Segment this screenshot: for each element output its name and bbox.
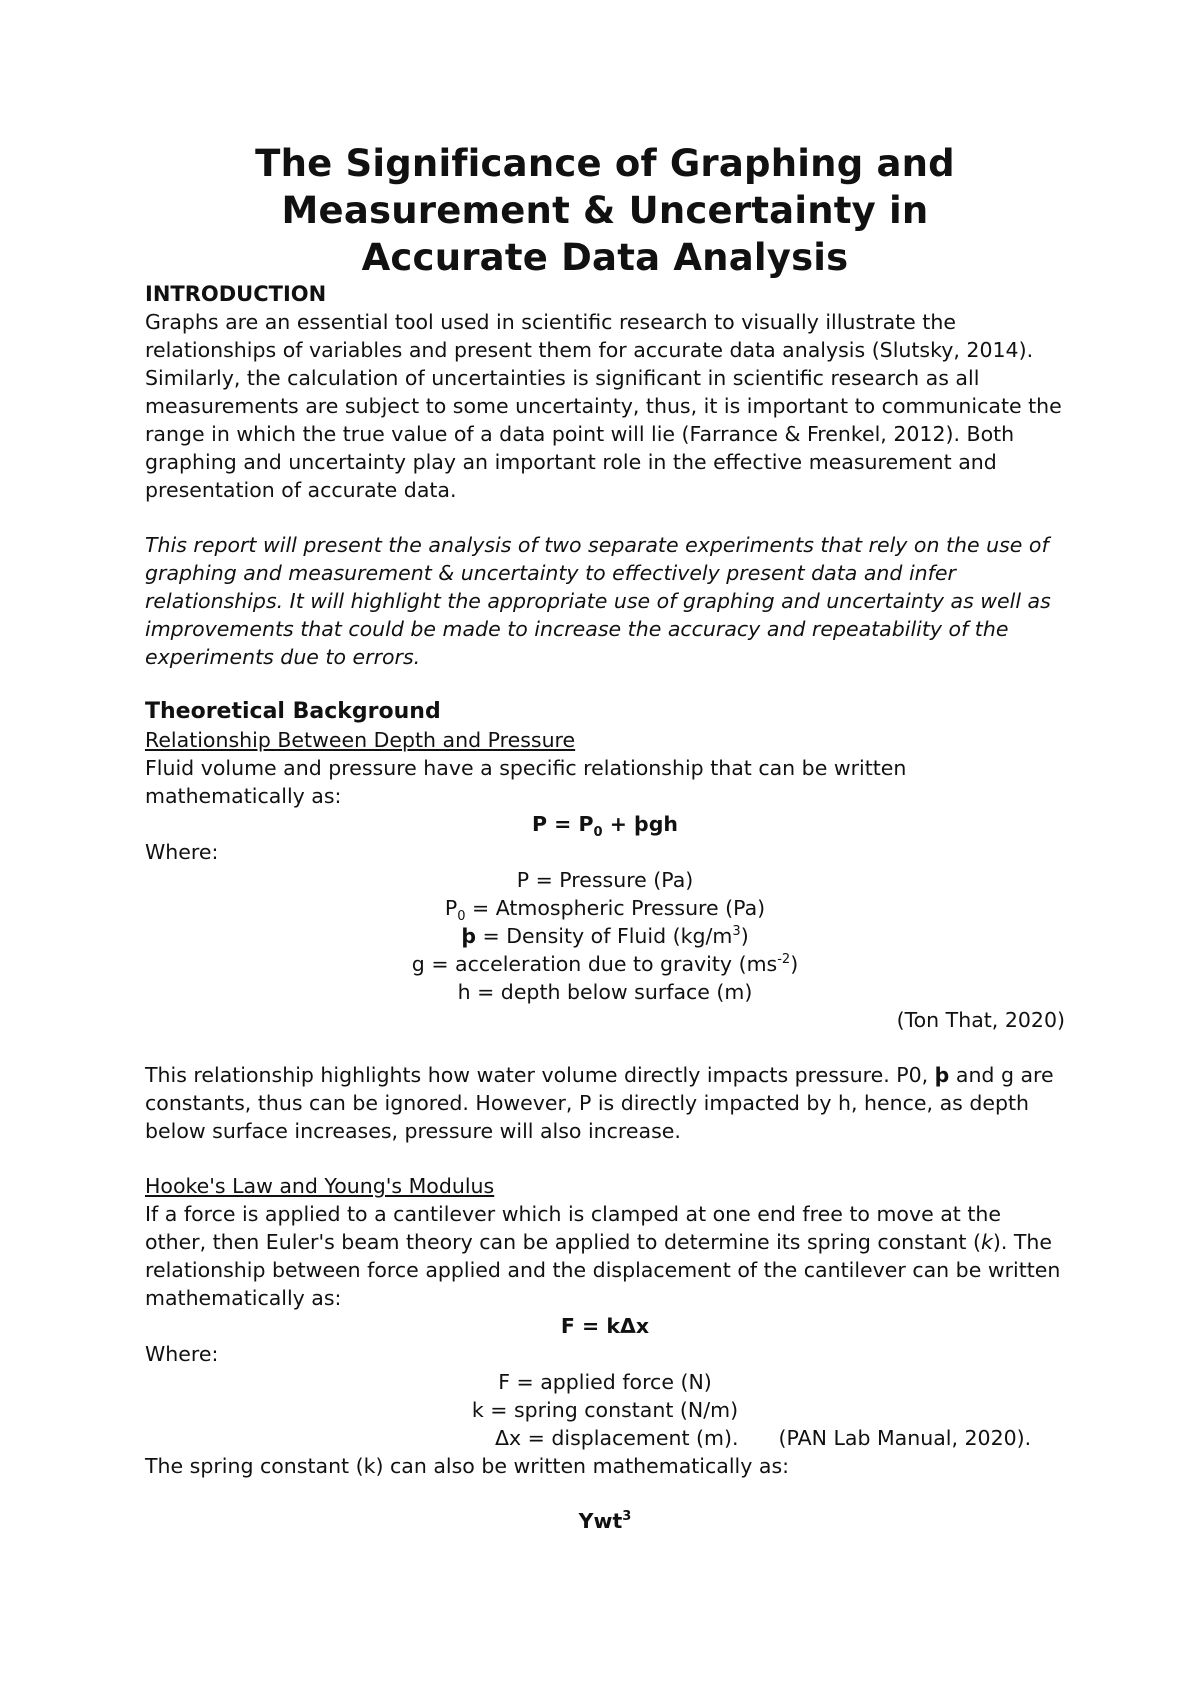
title-line-1: The Significance of Graphing and xyxy=(255,142,955,185)
document-title xyxy=(145,140,1065,281)
definition-gravity: g = acceleration due to gravity $(ms^{-2})$ xyxy=(411,952,799,976)
hookes-law-lead: If a force is applied to a cantilever which is clamped at one end free to move at the other, then Euler's beam theory can be applied to determine its spring constant (k). The relationship between force applied and the displacement of the cantilever can be written mathematically as: xyxy=(145,1202,1061,1310)
citation-ton-that: (Ton That, 2020) xyxy=(896,1008,1065,1032)
definition-density: þ = Density of Fluid $(kg/m^3)$ xyxy=(461,924,749,948)
depth-pressure-subheading: Relationship Between Depth and Pressure xyxy=(145,728,576,752)
hooke-where-label: Where: xyxy=(145,1342,219,1366)
introduction-heading: INTRODUCTION xyxy=(145,282,327,306)
citation-pan-lab-manual: (PAN Lab Manual, 2020). xyxy=(778,1426,1032,1450)
title-line-3: Accurate Data Analysis xyxy=(361,236,849,279)
definition-spring-constant: k = spring constant (N/m) xyxy=(471,1398,739,1422)
title-line-2: Measurement & Uncertainty in xyxy=(281,189,929,232)
definition-force: F = applied force (N) xyxy=(498,1370,712,1394)
hookes-law-equation: F = kΔx xyxy=(560,1314,650,1338)
report-overview-paragraph: This report will present the analysis of two separate experiments that rely on the use of graphing and measurement & uncertainty to effectively present data and infer relationships. It will highlight the appropriate use of graphing and uncertainty as well as improvements that could be made to increase the accuracy and repeatability of the experiments due to errors. xyxy=(145,533,1051,669)
depth-pressure-explanation: This relationship highlights how water volume directly impacts pressure. P0, þ and g are constants, thus can be ignored. However, P is directly impacted by h, hence, as depth below surface increases, pressure will also increase. xyxy=(145,1063,1054,1143)
hookes-law-subheading: Hooke's Law and Young's Modulus xyxy=(145,1174,495,1198)
spring-constant-line: The spring constant (k) can also be written mathematically as: xyxy=(145,1454,790,1478)
pressure-equation: $P = P_0$ + þgh xyxy=(532,812,678,841)
where-label: Where: xyxy=(145,840,219,864)
document-body xyxy=(145,140,1065,1535)
spring-constant-equation-numerator: Ywt$^3$ xyxy=(578,1509,632,1533)
definition-depth: h = depth below surface (m) xyxy=(457,980,753,1004)
definition-atmospheric-pressure: $P_0$ = Atmospheric Pressure (Pa) xyxy=(444,896,766,925)
definition-displacement: Δx = displacement (m). (PAN Lab Manual, 2020). xyxy=(495,1426,1032,1450)
depth-pressure-lead: Fluid volume and pressure have a specific relationship that can be written mathematically as: xyxy=(145,756,907,808)
introduction-paragraph: Graphs are an essential tool used in scientific research to visually illustrate the relationships of variables and present them for accurate data analysis (Slutsky, 2014). Similarly, the calculation of uncertainties is significant in scientific research as all measurements are subject to some uncertainty, thus, it is important to communicate the range in which the true value of a data point will lie (Farrance & Frenkel, 2012). Both graphing and uncertainty play an important role in the effective measurement and presentation of accurate data. xyxy=(145,310,1062,502)
definition-pressure: P = Pressure (Pa) xyxy=(516,868,694,892)
theoretical-background-heading: Theoretical Background xyxy=(145,699,441,724)
